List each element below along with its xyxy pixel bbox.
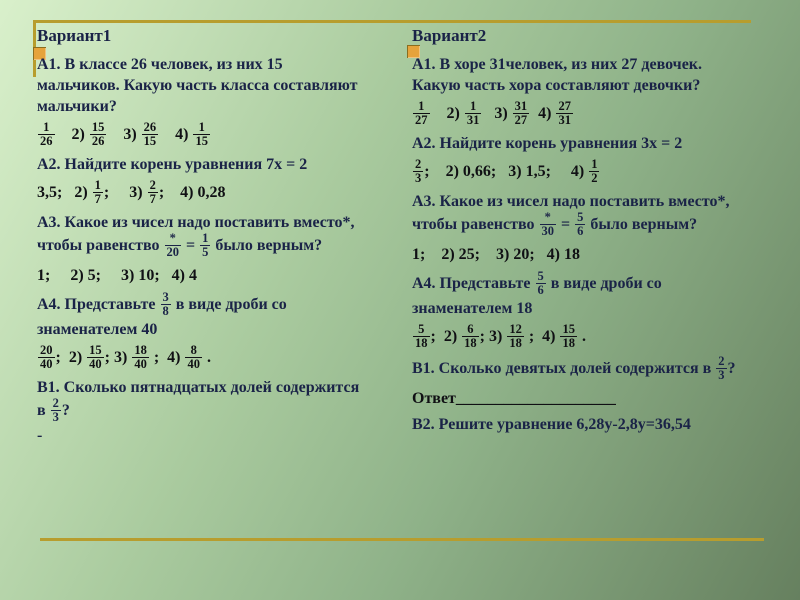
text-run: 1; 2) 25; 3) 20; 4) 18 xyxy=(412,246,580,263)
top-border-line xyxy=(35,20,751,23)
variant-2-question-a3 xyxy=(412,191,790,239)
variant-2-question-a4 xyxy=(412,271,790,319)
fraction-numerator: 12 xyxy=(509,322,522,336)
text-line xyxy=(412,356,790,383)
text-run: . xyxy=(577,328,586,346)
fraction-denominator: 26 xyxy=(40,134,53,148)
text-run: А2. Найдите корень уравнения 3х = 2 xyxy=(412,135,683,152)
variant-2-question-b1 xyxy=(412,356,790,383)
text-run: А2. Найдите корень уравнения 7х = 2 xyxy=(37,156,308,173)
text-run: было верным? xyxy=(211,237,323,255)
fraction xyxy=(715,355,727,382)
fraction-denominator: 7 xyxy=(94,192,101,206)
text-run: = xyxy=(182,237,200,255)
fraction xyxy=(559,323,578,350)
fraction-numerator: 1 xyxy=(465,100,482,114)
fraction-numerator: 20 xyxy=(40,343,53,357)
text-run: ; 3) xyxy=(104,349,132,367)
text-run: В2. Решите уравнение 6,28y-2,8y=36,54 xyxy=(412,416,691,433)
text-run: ? xyxy=(61,402,70,420)
text-line xyxy=(412,133,790,154)
fraction-numerator: 1 xyxy=(94,178,101,192)
text-line xyxy=(412,324,790,351)
text-line xyxy=(37,265,399,287)
fraction-numerator: 3 xyxy=(162,290,169,304)
fraction-denominator: 3 xyxy=(52,410,59,424)
text-line xyxy=(412,298,790,319)
fraction-numerator: 18 xyxy=(134,343,147,357)
fraction xyxy=(141,121,160,148)
variant-1-question-a4 xyxy=(37,292,399,340)
text-line xyxy=(37,345,399,372)
fraction-numerator: 1 xyxy=(193,121,210,135)
fraction xyxy=(37,121,56,148)
fraction-denominator: 27 xyxy=(415,113,428,127)
text-run: 2) xyxy=(55,126,89,144)
fraction-denominator: 31 xyxy=(558,113,571,127)
text-line xyxy=(37,180,399,207)
text-run: в виде дроби со xyxy=(546,275,662,293)
variant-2-options-a2 xyxy=(412,159,790,186)
fraction xyxy=(184,344,203,371)
fraction-numerator: 2 xyxy=(718,354,725,368)
variant-1-options-a1 xyxy=(37,122,399,149)
fraction-denominator: 26 xyxy=(91,134,105,148)
text-run: ; 2) xyxy=(430,328,462,346)
text-line xyxy=(37,425,399,446)
text-run: 1; 2) 5; 3) 10; 4) 4 xyxy=(37,267,197,284)
variant-1-question-a1 xyxy=(37,54,399,117)
variant-2-options-a1 xyxy=(412,101,790,128)
fraction xyxy=(192,121,211,148)
fraction xyxy=(535,270,547,297)
text-line xyxy=(37,398,399,425)
text-line xyxy=(37,233,399,260)
text-run: ; 4) 0,28 xyxy=(158,184,226,202)
fraction xyxy=(37,344,56,371)
fraction xyxy=(412,323,431,350)
fraction xyxy=(412,100,431,127)
variant-1-question-b1 xyxy=(37,377,399,446)
variant-2-options-a4 xyxy=(412,324,790,351)
column-variant-1 xyxy=(37,25,399,451)
fraction-numerator: 2 xyxy=(415,157,422,171)
text-run: = xyxy=(557,216,575,234)
fraction xyxy=(50,397,62,424)
text-line xyxy=(37,54,399,75)
fraction-numerator: 27 xyxy=(558,99,571,113)
variant-1-options-a4 xyxy=(37,345,399,372)
fraction-denominator: 6 xyxy=(537,283,544,297)
text-run: мальчиков. Какую часть класса составляют xyxy=(37,77,358,94)
fraction-denominator: 18 xyxy=(562,336,575,350)
text-run: 4) xyxy=(530,105,556,123)
fraction-denominator: 40 xyxy=(89,357,102,371)
text-line xyxy=(412,101,790,128)
text-run: было верным? xyxy=(586,216,698,234)
text-run: ? xyxy=(727,360,736,378)
column-variant-2 xyxy=(412,25,790,440)
text-run: Ответ____________________ xyxy=(412,390,616,407)
text-run: А3. Какое из чисел надо поставить вместо*, xyxy=(37,214,355,231)
fraction-numerator: 15 xyxy=(91,120,105,134)
variant-1-options-a2 xyxy=(37,180,399,207)
fraction xyxy=(461,323,480,350)
text-run: 4) xyxy=(159,126,193,144)
text-run: ; 4) xyxy=(524,328,560,346)
text-run: 3) xyxy=(107,126,141,144)
fraction xyxy=(512,100,531,127)
fraction-denominator: 18 xyxy=(415,336,428,350)
text-line xyxy=(412,271,790,298)
text-line xyxy=(37,292,399,319)
fraction-denominator: 15 xyxy=(195,134,208,148)
text-line xyxy=(412,388,790,409)
variant-1-options-a3 xyxy=(37,265,399,287)
fraction-numerator: 1 xyxy=(38,121,55,135)
fraction-denominator: 6 xyxy=(577,224,584,238)
fraction-numerator: 15 xyxy=(89,343,102,357)
text-run: В1. Сколько пятнадцатых долей содержится xyxy=(37,379,360,396)
fraction-denominator: 31 xyxy=(466,113,480,127)
fraction-denominator: 18 xyxy=(509,336,522,350)
fraction-numerator: 2 xyxy=(52,396,59,410)
fraction xyxy=(89,121,108,148)
fraction xyxy=(131,344,150,371)
fraction xyxy=(574,211,586,238)
variant-2-question-a2 xyxy=(412,133,790,154)
text-line xyxy=(412,54,790,75)
fraction-denominator: 15 xyxy=(143,134,157,148)
variant-1-question-a2 xyxy=(37,154,399,175)
fraction-denominator: 18 xyxy=(464,336,477,350)
variant-2-question-b2 xyxy=(412,414,790,435)
text-run: чтобы равенство xyxy=(37,237,164,255)
fraction-numerator: 8 xyxy=(185,344,202,358)
fraction-denominator: 40 xyxy=(134,357,147,371)
fraction xyxy=(412,158,424,185)
text-line xyxy=(37,377,399,398)
fraction-numerator: 6 xyxy=(462,323,479,337)
fraction-denominator: 3 xyxy=(718,368,725,382)
text-run: ; 3) xyxy=(479,328,507,346)
text-run: А3. Какое из чисел надо поставить вместо*, xyxy=(412,193,730,210)
text-line xyxy=(412,244,790,266)
variant-1-title: Вариант1 xyxy=(37,26,112,45)
fraction-numerator: 1 xyxy=(413,100,430,114)
fraction-numerator: 5 xyxy=(577,210,584,224)
text-line xyxy=(37,122,399,149)
text-run: 3,5; 2) xyxy=(37,184,92,202)
fraction-denominator: 30 xyxy=(541,224,555,238)
fraction-numerator: 1 xyxy=(591,157,598,171)
text-run: знаменателем 18 xyxy=(412,300,533,317)
text-line xyxy=(37,212,399,233)
fraction-denominator: 40 xyxy=(40,357,53,371)
fraction-numerator: 31 xyxy=(514,99,528,113)
text-run: чтобы равенство xyxy=(412,216,539,234)
text-run: 2) xyxy=(430,105,464,123)
text-line xyxy=(37,96,399,117)
fraction-numerator: 5 xyxy=(413,323,430,337)
fraction xyxy=(506,323,525,350)
fraction-denominator: 8 xyxy=(162,304,169,318)
fraction-denominator: 2 xyxy=(591,171,598,185)
text-run: Какую часть хора составляют девочки? xyxy=(412,77,701,94)
text-run: А1. В хоре 31человек, из них 27 девочек. xyxy=(412,56,703,73)
fraction xyxy=(164,232,183,259)
text-line xyxy=(37,319,399,340)
fraction-denominator: 7 xyxy=(149,192,156,206)
fraction-numerator: 5 xyxy=(537,269,544,283)
text-run: знаменателем 40 xyxy=(37,321,158,338)
text-run: в виде дроби со xyxy=(171,296,287,314)
fraction xyxy=(588,158,600,185)
fraction-numerator: 2 xyxy=(149,178,156,192)
fraction xyxy=(86,344,105,371)
text-run: А4. Представьте xyxy=(37,296,160,314)
text-run: ; 4) xyxy=(149,349,185,367)
fraction xyxy=(92,179,104,206)
text-run: 3) xyxy=(482,105,512,123)
text-run: А4. Представьте xyxy=(412,275,535,293)
fraction-numerator: * xyxy=(540,211,557,225)
text-line xyxy=(412,75,790,96)
fraction xyxy=(199,232,211,259)
text-run: - xyxy=(37,427,43,444)
text-line xyxy=(412,159,790,186)
fraction-numerator: * xyxy=(165,232,182,246)
text-run: ; 2) 0,66; 3) 1,5; 4) xyxy=(424,163,589,181)
variant-2-answer-line xyxy=(412,388,790,409)
text-run: ; 2) xyxy=(55,349,87,367)
text-line xyxy=(412,191,790,212)
text-run: мальчики? xyxy=(37,98,117,115)
text-line xyxy=(412,414,790,435)
fraction xyxy=(464,100,483,127)
text-run: ; 3) xyxy=(103,184,147,202)
text-line xyxy=(37,75,399,96)
fraction-numerator: 15 xyxy=(562,322,575,336)
variant-1-question-a3 xyxy=(37,212,399,260)
fraction-denominator: 3 xyxy=(415,171,422,185)
variant-2-title: Вариант2 xyxy=(412,26,487,45)
text-run: А1. В классе 26 человек, из них 15 xyxy=(37,56,283,73)
text-line xyxy=(412,212,790,239)
fraction xyxy=(539,211,558,238)
text-run: В1. Сколько девятых долей содержится в xyxy=(412,360,716,378)
fraction-denominator: 5 xyxy=(202,245,209,259)
fraction-numerator: 26 xyxy=(143,120,157,134)
fraction-denominator: 27 xyxy=(514,113,528,127)
text-run: в xyxy=(37,402,50,420)
fraction-denominator: 20 xyxy=(166,245,180,259)
fraction xyxy=(147,179,159,206)
text-run: . xyxy=(202,349,211,367)
fraction-numerator: 1 xyxy=(202,231,209,245)
bottom-border-line xyxy=(40,538,764,541)
variant-2-options-a3 xyxy=(412,244,790,266)
variant-2-question-a1 xyxy=(412,54,790,96)
fraction-denominator: 40 xyxy=(187,357,200,371)
fraction xyxy=(160,291,172,318)
text-line xyxy=(37,154,399,175)
fraction xyxy=(555,100,574,127)
